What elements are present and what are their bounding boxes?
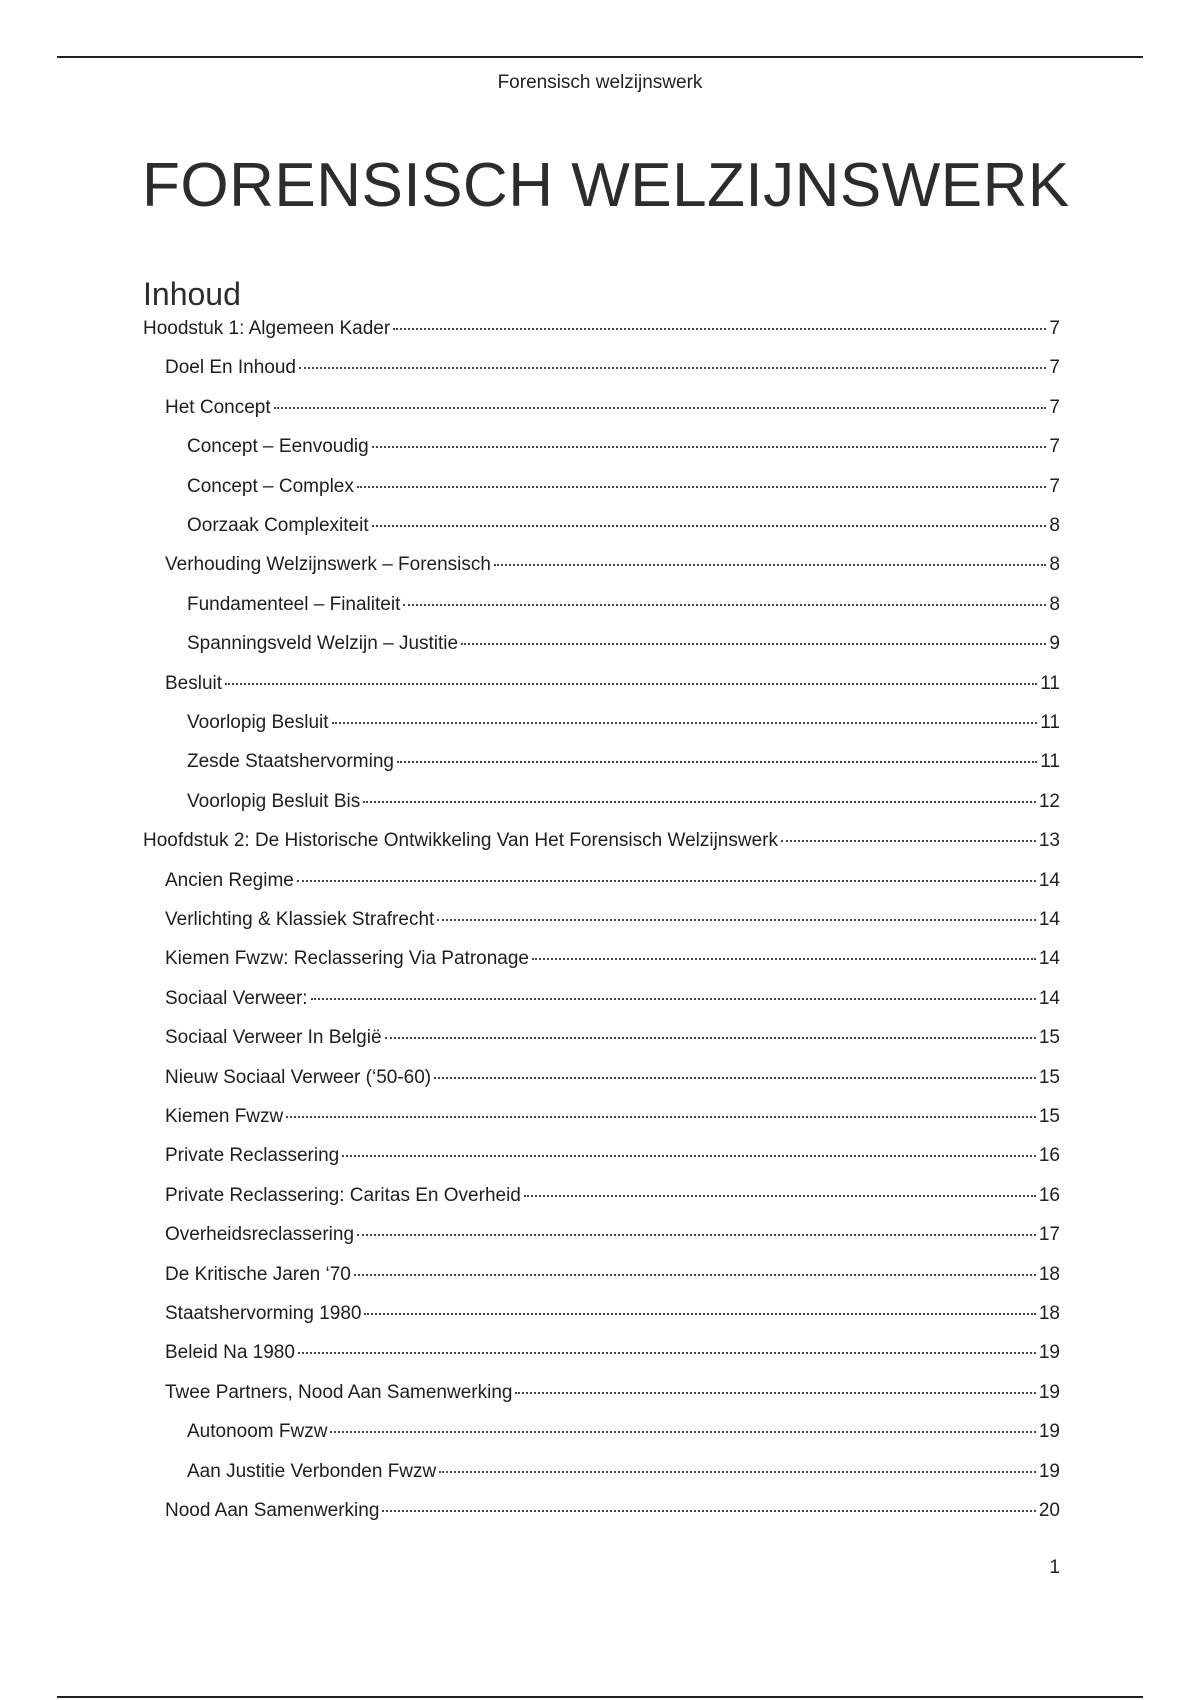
- toc-entry-page: 18: [1038, 1263, 1060, 1285]
- toc-entry-page: 11: [1040, 712, 1060, 733]
- dot-leader: [781, 840, 1036, 842]
- toc-entry-label: Doel En Inhoud: [165, 357, 296, 379]
- running-header: Forensisch welzijnswerk: [497, 72, 703, 93]
- toc-entry[interactable]: [165, 1145, 1060, 1179]
- toc-entry[interactable]: [187, 476, 1060, 510]
- dot-leader: [311, 998, 1036, 1000]
- dot-leader: [439, 1471, 1036, 1473]
- toc-entry-page: 11: [1040, 672, 1060, 694]
- toc-entry-page: 8: [1049, 515, 1060, 536]
- page-number: 1: [1049, 1557, 1060, 1578]
- toc-entry-page: 19: [1038, 1381, 1060, 1403]
- toc-entry[interactable]: [143, 830, 1060, 864]
- toc-entry[interactable]: [165, 554, 1060, 588]
- toc-entry-label: Autonoom Fwzw: [187, 1421, 328, 1443]
- toc-entry-page: 11: [1040, 751, 1060, 773]
- dot-leader: [332, 722, 1038, 724]
- toc-entry[interactable]: [165, 673, 1060, 707]
- dot-leader: [532, 958, 1036, 960]
- toc-entry[interactable]: [187, 1461, 1060, 1495]
- dot-leader: [397, 761, 1037, 763]
- toc-entry-label: Overheidsreclassering: [165, 1224, 355, 1246]
- dot-leader: [403, 604, 1046, 606]
- toc-entry-page: 12: [1038, 790, 1060, 812]
- toc-entry-page: 15: [1038, 1027, 1060, 1049]
- toc-entry-page: 7: [1049, 396, 1060, 418]
- toc-entry-label: Aan Justitie Verbonden Fwzw: [187, 1460, 437, 1482]
- toc-entry-label: Sociaal Verweer In België: [165, 1027, 382, 1049]
- toc-entry[interactable]: [165, 357, 1060, 391]
- dot-leader: [357, 1234, 1036, 1236]
- toc-entry[interactable]: [143, 318, 1060, 352]
- toc-entry-page: 18: [1038, 1303, 1060, 1324]
- header-rule: [57, 56, 1143, 58]
- dot-leader: [494, 564, 1046, 566]
- toc-entry-page: 7: [1049, 475, 1060, 497]
- toc-entry-label: Staatshervorming 1980: [165, 1303, 362, 1324]
- dot-leader: [357, 486, 1047, 488]
- toc-entry-page: 14: [1038, 948, 1060, 970]
- toc-entry-label: Verhouding Welzijnswerk – Forensisch: [165, 554, 491, 576]
- toc-entry[interactable]: [187, 1421, 1060, 1455]
- toc-entry-page: 9: [1049, 633, 1060, 655]
- toc-entry[interactable]: [165, 1264, 1060, 1298]
- toc-entry-label: Concept – Complex: [187, 475, 354, 497]
- toc-entry-label: Fundamenteel – Finaliteit: [187, 593, 401, 615]
- dot-leader: [461, 643, 1046, 645]
- toc-entry-page: 16: [1038, 1145, 1060, 1167]
- toc-entry-label: Hoodstuk 1: Algemeen Kader: [143, 318, 391, 339]
- toc-entry-page: 17: [1038, 1224, 1060, 1246]
- dot-leader: [286, 1116, 1036, 1118]
- dot-leader: [385, 1037, 1036, 1039]
- dot-leader: [299, 367, 1046, 369]
- dot-leader: [372, 525, 1047, 527]
- toc-entry-label: Ancien Regime: [165, 869, 294, 891]
- toc-entry-label: Concept – Eenvoudig: [187, 436, 369, 458]
- dot-leader: [393, 328, 1046, 330]
- dot-leader: [354, 1274, 1036, 1276]
- dot-leader: [364, 1313, 1035, 1315]
- toc-entry[interactable]: [165, 1185, 1060, 1219]
- dot-leader: [515, 1392, 1035, 1394]
- toc-entry-label: Oorzaak Complexiteit: [187, 515, 369, 536]
- toc-entry-page: 16: [1038, 1184, 1060, 1206]
- toc-entry[interactable]: [165, 909, 1060, 943]
- toc-entry-label: Voorlopig Besluit: [187, 712, 329, 733]
- toc-entry-label: Het Concept: [165, 396, 271, 418]
- toc-entry-label: De Kritische Jaren ‘70: [165, 1263, 351, 1285]
- toc-entry[interactable]: [165, 397, 1060, 431]
- toc-entry[interactable]: [165, 1027, 1060, 1061]
- toc-entry-page: 7: [1049, 357, 1060, 379]
- toc-entry-page: 8: [1049, 593, 1060, 615]
- dot-leader: [437, 919, 1036, 921]
- toc-entry-label: Verlichting & Klassiek Strafrecht: [165, 909, 435, 930]
- toc-entry-page: 7: [1049, 318, 1060, 339]
- dot-leader: [382, 1510, 1035, 1512]
- footer-rule: [57, 1696, 1143, 1698]
- toc-entry-label: Sociaal Verweer:: [165, 987, 308, 1009]
- toc-entry-label: Nieuw Sociaal Verweer (‘50-60): [165, 1066, 432, 1088]
- toc-entry[interactable]: [187, 594, 1060, 628]
- toc-entry[interactable]: [165, 988, 1060, 1022]
- toc-entry[interactable]: [165, 1500, 1060, 1534]
- toc-entry-page: 14: [1038, 909, 1060, 930]
- dot-leader: [330, 1431, 1035, 1433]
- toc-entry-label: Kiemen Fwzw: Reclassering Via Patronage: [165, 948, 529, 970]
- toc-entry-page: 14: [1038, 869, 1060, 891]
- toc-entry-page: 19: [1038, 1342, 1060, 1364]
- dot-leader: [297, 880, 1036, 882]
- document-title: FORENSISCH WELZIJNSWERK: [142, 151, 1070, 220]
- toc-entry-page: 8: [1049, 554, 1060, 576]
- dot-leader: [372, 446, 1047, 448]
- dot-leader: [434, 1077, 1036, 1079]
- toc-entry-page: 13: [1038, 830, 1060, 852]
- toc-entry[interactable]: [187, 791, 1060, 825]
- toc-entry[interactable]: [165, 1342, 1060, 1376]
- toc-entry-page: 7: [1049, 436, 1060, 458]
- toc-entry[interactable]: [165, 1303, 1060, 1337]
- toc-entry[interactable]: [165, 1067, 1060, 1101]
- toc-entry-label: Hoofdstuk 2: De Historische Ontwikkeling Van Het Forensisch Welzijnswerk: [143, 830, 778, 852]
- toc-entry[interactable]: [165, 948, 1060, 982]
- toc-entry[interactable]: [187, 751, 1060, 785]
- dot-leader: [274, 407, 1047, 409]
- toc-entry-label: Spanningsveld Welzijn – Justitie: [187, 633, 459, 655]
- dot-leader: [298, 1352, 1036, 1354]
- toc-entry-page: 15: [1038, 1066, 1060, 1088]
- toc-entry-label: Voorlopig Besluit Bis: [187, 790, 361, 812]
- toc-entry[interactable]: [187, 712, 1060, 746]
- toc-entry[interactable]: [165, 1106, 1060, 1140]
- dot-leader: [225, 683, 1037, 685]
- toc-entry-label: Twee Partners, Nood Aan Samenwerking: [165, 1381, 513, 1403]
- toc-entry[interactable]: [165, 1382, 1060, 1416]
- toc-entry-page: 19: [1038, 1421, 1060, 1443]
- toc-entry-label: Private Reclassering: [165, 1145, 340, 1167]
- toc-entry[interactable]: [187, 436, 1060, 470]
- toc-entry-page: 20: [1038, 1500, 1060, 1521]
- toc-entry-page: 14: [1038, 987, 1060, 1009]
- toc-entry-label: Beleid Na 1980: [165, 1342, 295, 1364]
- toc-entry-label: Kiemen Fwzw: [165, 1106, 284, 1127]
- toc-entry-label: Private Reclassering: Caritas En Overheid: [165, 1184, 521, 1206]
- toc-entry-page: 15: [1038, 1106, 1060, 1127]
- toc-entry[interactable]: [187, 515, 1060, 549]
- toc-entry-page: 19: [1038, 1460, 1060, 1482]
- toc-entry[interactable]: [165, 1224, 1060, 1258]
- toc-entry-label: Zesde Staatshervorming: [187, 751, 394, 773]
- toc-entry[interactable]: [165, 870, 1060, 904]
- dot-leader: [363, 801, 1036, 803]
- dot-leader: [342, 1155, 1036, 1157]
- toc-heading: Inhoud: [143, 276, 241, 312]
- toc-entry-label: Nood Aan Samenwerking: [165, 1500, 380, 1521]
- toc-entry[interactable]: [187, 633, 1060, 667]
- toc-entry-label: Besluit: [165, 672, 223, 694]
- dot-leader: [524, 1195, 1036, 1197]
